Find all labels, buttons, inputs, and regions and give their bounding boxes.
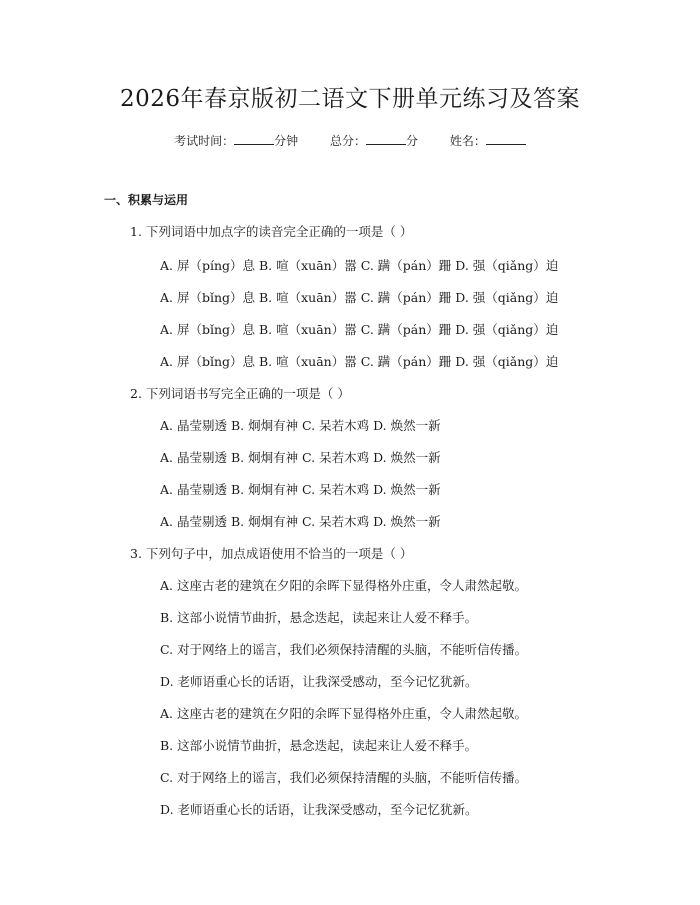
exam-meta [0, 132, 700, 149]
score-unit: 分 [406, 134, 419, 148]
question-3-option: A. 这座古老的建筑在夕阳的余晖下显得格外庄重，令人肃然起敬。 [160, 578, 527, 593]
exam-time [174, 134, 298, 148]
name-label: 姓名： [449, 134, 486, 148]
question-2-option: A. 晶莹剔透 B. 炯炯有神 C. 呆若木鸡 D. 焕然一新 [160, 418, 441, 433]
question-3-option: A. 这座古老的建筑在夕阳的余晖下显得格外庄重，令人肃然起敬。 [160, 706, 527, 721]
question-2-option: A. 晶莹剔透 B. 炯炯有神 C. 呆若木鸡 D. 焕然一新 [160, 450, 441, 465]
score-blank [366, 133, 406, 145]
question-1-option: A. 屏（bǐng）息 B. 喧（xuān）嚣 C. 蹒（pán）跚 D. 强（qiǎng）迫 [160, 322, 559, 337]
page-title: 2026年春京版初二语文下册单元练习及答案 [119, 86, 581, 112]
question-3-option: B. 这部小说情节曲折，悬念迭起，读起来让人爱不释手。 [160, 738, 478, 753]
time-blank [234, 133, 274, 145]
question-3-stem: 3. 下列句子中，加点成语使用不恰当的一项是（ ） [130, 546, 413, 561]
time-unit: 分钟 [274, 134, 299, 148]
time-label: 考试时间： [174, 134, 235, 148]
question-2-option: A. 晶莹剔透 B. 炯炯有神 C. 呆若木鸡 D. 焕然一新 [160, 482, 441, 497]
question-3-option: C. 对于网络上的谣言，我们必须保持清醒的头脑，不能听信传播。 [160, 642, 528, 657]
score-label: 总分： [329, 134, 366, 148]
question-2-stem: 2. 下列词语书写完全正确的一项是（ ） [130, 386, 350, 401]
question-3-option: B. 这部小说情节曲折，悬念迭起，读起来让人爱不释手。 [160, 610, 478, 625]
question-3-option: C. 对于网络上的谣言，我们必须保持清醒的头脑，不能听信传播。 [160, 770, 528, 785]
question-3-option: D. 老师语重心长的话语，让我深受感动，至今记忆犹新。 [160, 802, 478, 817]
question-1-option: A. 屏（píng）息 B. 喧（xuān）嚣 C. 蹒（pán）跚 D. 强（qiǎng）迫 [160, 258, 559, 273]
name-blank [486, 133, 526, 145]
section-heading: 一、积累与运用 [104, 193, 189, 207]
total-score [330, 134, 418, 148]
question-1-stem: 1. 下列词语中加点字的读音完全正确的一项是（ ） [130, 224, 413, 239]
question-1-option: A. 屏（bǐng）息 B. 喧（xuān）嚣 C. 蹒（pán）跚 D. 强（qiǎng）迫 [160, 354, 559, 369]
question-1-option: A. 屏（bǐng）息 B. 喧（xuān）嚣 C. 蹒（pán）跚 D. 强（qiǎng）迫 [160, 290, 559, 305]
student-name [450, 134, 526, 148]
question-2-option: A. 晶莹剔透 B. 炯炯有神 C. 呆若木鸡 D. 焕然一新 [160, 514, 441, 529]
question-3-option: D. 老师语重心长的话语，让我深受感动，至今记忆犹新。 [160, 674, 478, 689]
